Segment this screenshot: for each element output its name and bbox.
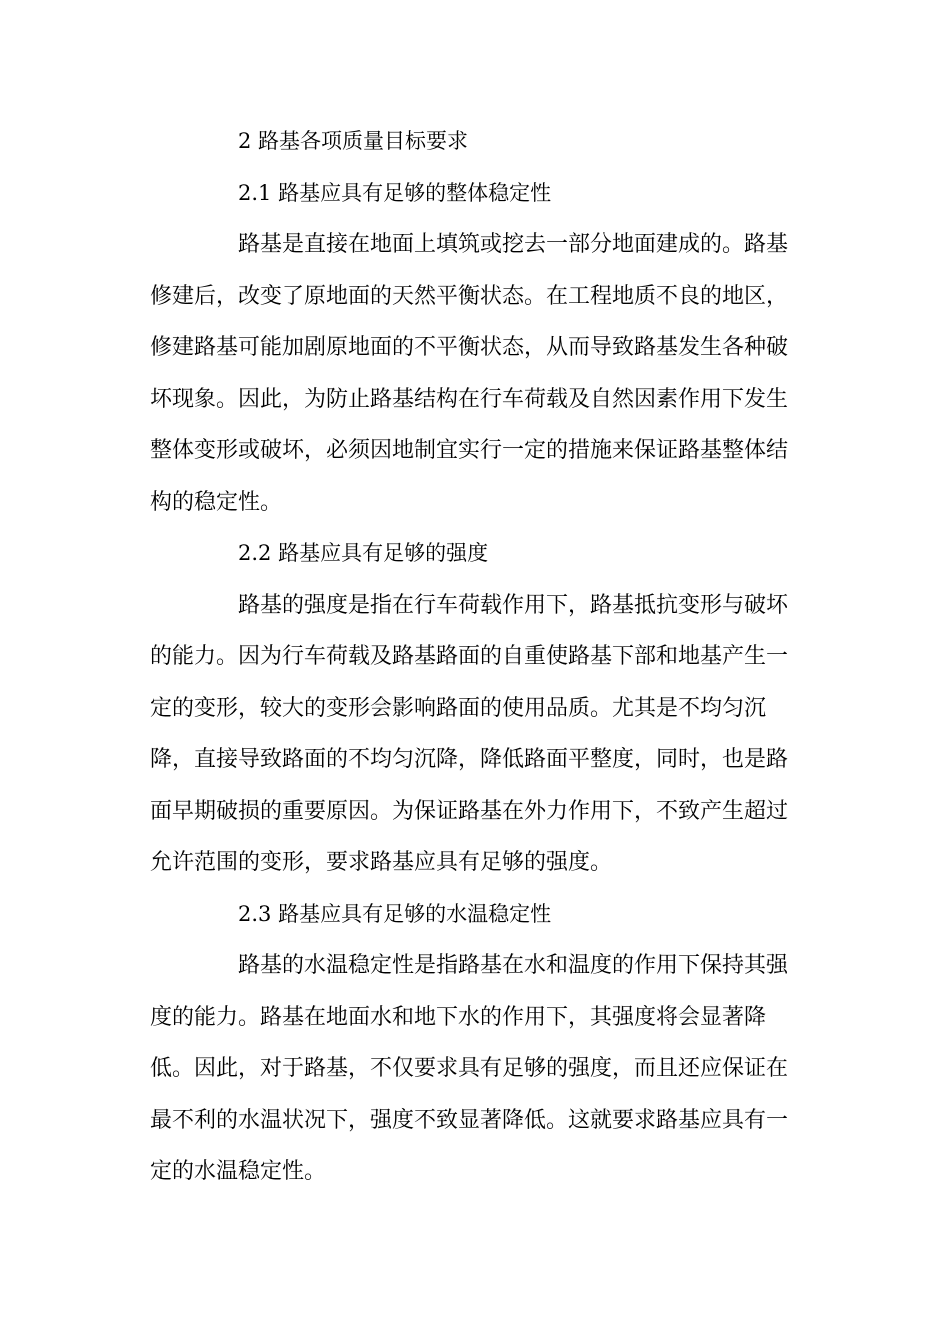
paragraph-line: 的能力。因为行车荷载及路基路面的自重使路基下部和地基产生一 xyxy=(150,644,789,669)
paragraph-line: 构的稳定性。 xyxy=(150,489,283,515)
paragraph-line: 面早期破损的重要原因。为保证路基在外力作用下，不致产生超过 xyxy=(150,798,789,824)
section-heading-2-1: 2.1 路基应具有足够的整体稳定性 xyxy=(238,180,552,205)
paragraph-line: 定的水温稳定性。 xyxy=(150,1159,327,1184)
paragraph-line: 路基是直接在地面上填筑或挖去一部分地面建成的。路基 xyxy=(238,232,789,257)
paragraph-line: 修建路基可能加剧原地面的不平衡状态，从而导致路基发生各种破 xyxy=(150,335,789,360)
paragraph-line: 路基的水温稳定性是指路基在水和温度的作用下保持其强 xyxy=(238,953,789,978)
section-heading-2-3: 2.3 路基应具有足够的水温稳定性 xyxy=(238,901,552,926)
paragraph-line: 最不利的水温状况下，强度不致显著降低。这就要求路基应具有一 xyxy=(150,1107,789,1133)
section-heading-2-2: 2.2 路基应具有足够的强度 xyxy=(238,541,489,565)
main-heading: 2 路基各项质量目标要求 xyxy=(238,129,469,153)
document-body xyxy=(150,116,798,1198)
paragraph-line: 路基的强度是指在行车荷载作用下，路基抵抗变形与破坏 xyxy=(238,592,789,618)
paragraph-line: 低。因此，对于路基，不仅要求具有足够的强度，而且还应保证在 xyxy=(150,1056,789,1081)
paragraph-line: 整体变形或破坏，必须因地制宜实行一定的措施来保证路基整体结 xyxy=(150,438,789,463)
paragraph-line: 定的变形，较大的变形会影响路面的使用品质。尤其是不均匀沉 xyxy=(150,695,767,721)
paragraph-line: 坏现象。因此，为防止路基结构在行车荷载及自然因素作用下发生 xyxy=(150,386,789,412)
paragraph-line: 度的能力。路基在地面水和地下水的作用下，其强度将会显著降 xyxy=(150,1004,767,1030)
paragraph-line: 允许范围的变形，要求路基应具有足够的强度。 xyxy=(150,850,613,875)
paragraph-line: 修建后，改变了原地面的天然平衡状态。在工程地质不良的地区， xyxy=(150,283,789,309)
paragraph-line: 降，直接导致路面的不均匀沉降，降低路面平整度，同时，也是路 xyxy=(150,747,789,772)
